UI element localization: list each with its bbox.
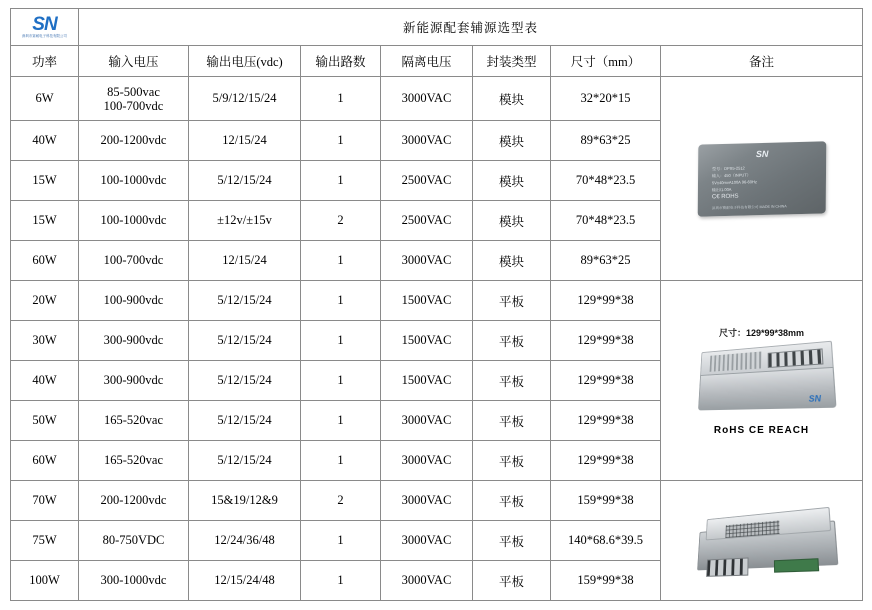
document-page <box>0 8 872 610</box>
col-header-size: 尺寸（mm） <box>551 46 661 77</box>
cell-output-voltage: 12/15/24 <box>189 121 301 161</box>
cell-package-type: 平板 <box>473 281 551 321</box>
cell-output-voltage: 12/15/24/48 <box>189 561 301 601</box>
col-header-input-voltage: 输入电压 <box>79 46 189 77</box>
panel-photo-logo-icon: SN <box>808 393 821 404</box>
cell-output-channels: 1 <box>301 401 381 441</box>
cell-output-channels: 1 <box>301 561 381 601</box>
cell-package-type: 平板 <box>473 441 551 481</box>
table-row <box>11 77 863 121</box>
table-row <box>11 281 863 321</box>
brand-logo-icon: SN <box>32 13 57 35</box>
cell-output-voltage: 5/12/15/24 <box>189 161 301 201</box>
cell-package-type: 平板 <box>473 361 551 401</box>
title-row <box>11 9 863 46</box>
openframe-photo-mesh <box>725 520 779 538</box>
cell-isolation-voltage: 1500VAC <box>381 281 473 321</box>
cell-size: 159*99*38 <box>551 561 661 601</box>
remark-openframe-photo-cell <box>661 481 863 601</box>
spec-table <box>10 8 863 601</box>
cell-isolation-voltage: 3000VAC <box>381 241 473 281</box>
cell-output-channels: 1 <box>301 121 381 161</box>
col-header-isolation-voltage: 隔离电压 <box>381 46 473 77</box>
cell-size: 32*20*15 <box>551 77 661 121</box>
cell-input-voltage: 165-520vac <box>79 441 189 481</box>
cell-size: 70*48*23.5 <box>551 201 661 241</box>
cell-isolation-voltage: 3000VAC <box>381 401 473 441</box>
cell-output-voltage: 5/9/12/15/24 <box>189 77 301 121</box>
cell-isolation-voltage: 3000VAC <box>381 121 473 161</box>
cell-isolation-voltage: 3000VAC <box>381 521 473 561</box>
panel-photo-size-note: 尺寸：129*99*38mm <box>719 327 805 338</box>
cell-input-voltage: 300-1000vdc <box>79 561 189 601</box>
cell-output-channels: 1 <box>301 441 381 481</box>
cell-package-type: 模块 <box>473 121 551 161</box>
cell-power: 15W <box>11 201 79 241</box>
cell-size: 89*63*25 <box>551 241 661 281</box>
company-logo-cell <box>11 9 79 46</box>
cell-power: 20W <box>11 281 79 321</box>
cell-isolation-voltage: 3000VAC <box>381 77 473 121</box>
cell-isolation-voltage: 3000VAC <box>381 481 473 521</box>
cell-package-type: 平板 <box>473 561 551 601</box>
cell-output-voltage: 15&19/12&9 <box>189 481 301 521</box>
cell-power: 100W <box>11 561 79 601</box>
col-header-power: 功率 <box>11 46 79 77</box>
cell-input-voltage-line2: 100-700vdc <box>103 98 164 113</box>
cell-output-channels: 1 <box>301 241 381 281</box>
openframe-product-photo <box>693 502 843 576</box>
cell-power: 40W <box>11 121 79 161</box>
cell-power: 70W <box>11 481 79 521</box>
cell-package-type: 模块 <box>473 77 551 121</box>
cell-output-channels: 1 <box>301 521 381 561</box>
cell-output-voltage: 12/15/24 <box>189 241 301 281</box>
cell-output-channels: 1 <box>301 321 381 361</box>
cell-input-voltage: 165-520vac <box>79 401 189 441</box>
col-header-output-channels: 输出路数 <box>301 46 381 77</box>
cell-output-voltage: 5/12/15/24 <box>189 321 301 361</box>
cell-input-voltage: 100-1000vdc <box>79 201 189 241</box>
cell-power: 75W <box>11 521 79 561</box>
cell-isolation-voltage: 1500VAC <box>381 321 473 361</box>
cell-output-channels: 2 <box>301 201 381 241</box>
cell-output-voltage: 5/12/15/24 <box>189 441 301 481</box>
brand-logo-subtitle: 深圳市赛耐电子科技有限公司 <box>22 33 67 38</box>
cell-power: 30W <box>11 321 79 361</box>
panel-photo-certifications: RoHS CE REACH <box>713 424 810 436</box>
cell-power: 60W <box>11 241 79 281</box>
cell-package-type: 平板 <box>473 521 551 561</box>
cell-output-channels: 1 <box>301 281 381 321</box>
cell-input-voltage: 100-1000vdc <box>79 161 189 201</box>
cell-input-voltage: 300-900vdc <box>79 321 189 361</box>
cell-package-type: 平板 <box>473 321 551 361</box>
cell-size: 129*99*38 <box>551 361 661 401</box>
cell-size: 140*68.6*39.5 <box>551 521 661 561</box>
cell-input-voltage: 100-900vdc <box>79 281 189 321</box>
cell-package-type: 平板 <box>473 481 551 521</box>
cell-power: 50W <box>11 401 79 441</box>
remark-panel-photo-cell <box>661 281 863 481</box>
cell-package-type: 模块 <box>473 201 551 241</box>
cell-output-voltage: 5/12/15/24 <box>189 361 301 401</box>
cell-size: 129*99*38 <box>551 401 661 441</box>
cell-size: 129*99*38 <box>551 441 661 481</box>
cell-input-voltage: 80-750VDC <box>79 521 189 561</box>
cell-isolation-voltage: 2500VAC <box>381 201 473 241</box>
cell-package-type: 平板 <box>473 401 551 441</box>
page-title: 新能源配套辅源选型表 <box>79 9 863 46</box>
module-photo-cert-icon: C€ ROHS <box>711 193 739 200</box>
module-photo-line4: 输出/1.00A <box>711 186 732 192</box>
cell-package-type: 模块 <box>473 241 551 281</box>
openframe-photo-connector <box>706 557 748 576</box>
cell-power: 60W <box>11 441 79 481</box>
module-photo-footer: 深圳市赛耐电子科技有限公司 MADE IN CHINA <box>711 203 787 210</box>
cell-size: 129*99*38 <box>551 281 661 321</box>
panel-photo-terminals <box>767 348 823 368</box>
panel-photo-vents <box>709 351 761 371</box>
module-photo-line3: 5V±40mvA100A 96-60Hz <box>711 178 757 185</box>
col-header-remarks: 备注 <box>661 46 863 77</box>
cell-output-voltage: 5/12/15/24 <box>189 281 301 321</box>
cell-input-voltage-line1: 85-500vac <box>107 84 160 99</box>
cell-power: 6W <box>11 77 79 121</box>
cell-output-channels: 2 <box>301 481 381 521</box>
cell-size: 129*99*38 <box>551 321 661 361</box>
module-photo-line2: 输入：450（INPUT） <box>711 171 751 178</box>
cell-size: 70*48*23.5 <box>551 161 661 201</box>
module-photo-line1: 型号：DPS5-2512 <box>711 164 745 171</box>
module-photo-logo-icon: SN <box>755 148 769 159</box>
cell-power: 15W <box>11 161 79 201</box>
cell-size: 159*99*38 <box>551 481 661 521</box>
cell-output-voltage: 5/12/15/24 <box>189 401 301 441</box>
openframe-photo-pcb <box>773 558 818 573</box>
col-header-output-voltage: 输出电压(vdc) <box>189 46 301 77</box>
cell-isolation-voltage: 3000VAC <box>381 441 473 481</box>
table-row <box>11 481 863 521</box>
cell-output-channels: 1 <box>301 161 381 201</box>
cell-input-voltage: 200-1200vdc <box>79 121 189 161</box>
cell-output-voltage: ±12v/±15v <box>189 201 301 241</box>
col-header-package-type: 封装类型 <box>473 46 551 77</box>
cell-isolation-voltage: 1500VAC <box>381 361 473 401</box>
cell-input-voltage: 100-700vdc <box>79 241 189 281</box>
cell-output-channels: 1 <box>301 77 381 121</box>
cell-package-type: 模块 <box>473 161 551 201</box>
cell-output-voltage: 12/24/36/48 <box>189 521 301 561</box>
cell-power: 40W <box>11 361 79 401</box>
cell-input-voltage: 200-1200vdc <box>79 481 189 521</box>
cell-input-voltage: 300-900vdc <box>79 361 189 401</box>
cell-size: 89*63*25 <box>551 121 661 161</box>
cell-output-channels: 1 <box>301 361 381 401</box>
module-product-photo <box>697 141 826 216</box>
cell-isolation-voltage: 2500VAC <box>381 161 473 201</box>
remark-module-photo-cell <box>661 77 863 281</box>
cell-input-voltage <box>79 77 189 121</box>
panel-product-photo <box>692 340 844 416</box>
table-header-row <box>11 46 863 77</box>
cell-isolation-voltage: 3000VAC <box>381 561 473 601</box>
